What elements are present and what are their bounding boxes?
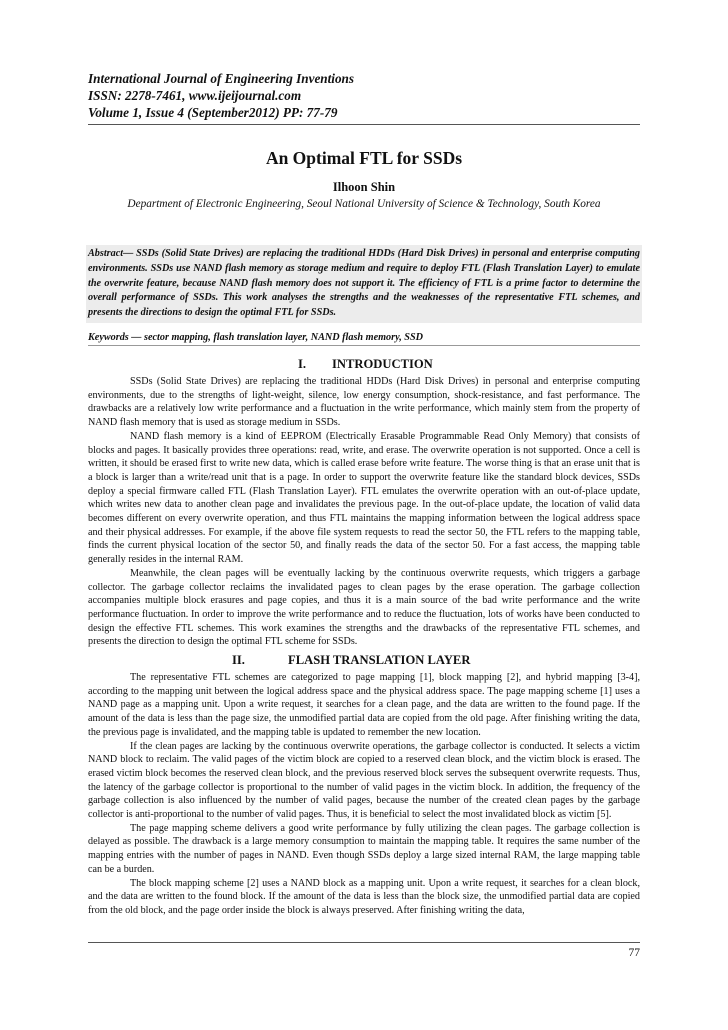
paper-title: An Optimal FTL for SSDs: [265, 148, 463, 168]
paragraph: The block mapping scheme [2] uses a NAND block as a mapping unit. Upon a write request, it searches for a clean block, and the data are written to the found block. If the amount of the data is less than the block size, the unmodified partial data are copied from the old block, and the page order inside the block is always preserved. After finishing writing the data,: [88, 877, 640, 916]
paragraph: If the clean pages are lacking by the continuous overwrite operations, the garbage collector is conducted. It selects a victim NAND block to reclaim. The valid pages of the victim block are copied to a reserved clean block, and the victim block is erased. The erased victim block becomes the reserved clean block, and the previous reserved block serves the subsequent overwrite requests. Thus, the latency of the garbage collector is proportional to the number of valid pages in the victim block. In addition, the frequency of the garbage collection is also influenced by the number of valid pages, because the number of the created clean pages by the garbage collector is anti-proportional to the number of valid pages. Thus, it is beneficial to select the most invalidated block as victim [5].: [88, 740, 640, 821]
author-affiliation: Department of Electronic Engineering, Seoul National University of Science & Technology, South Korea: [127, 198, 601, 210]
paragraph: NAND flash memory is a kind of EEPROM (Electrically Erasable Programmable Read Only Memory) that consists of blocks and pages. It basically provides three operations: read, write, and erase. The overwrite operation is not supported. Once a cell is written, it should be erased first to write new data, which is called erase before write feature. The worse thing is that an erase unit that is a block is larger than a write/read unit that is a page. In order to support the overwrite feature like the standard block devices, SSDs deploy a special firmware called FTL (Flash Translation Layer). FTL emulates the overwrite operation with an out-of-place update, which writes new data to another clean page and invalidates the previous page. In the out-of-place update, the location of valid data becomes different on every overwrite operation, and thus FTL maintains the mapping information between the logical address space and their physical addresses. For example, if the above file system requests to read the sector 50, the FTL refers to the mapping table, finds the current physical location of the sector 50, and finally reads the data of the sector 50. For a fast access, the mapping table generally resides in the internal RAM.: [88, 430, 640, 566]
section-body-ftl: [88, 671, 640, 918]
section-body-introduction: [88, 375, 640, 649]
section-number: I.: [298, 357, 307, 371]
journal-name: International Journal of Engineering Inventions: [88, 71, 355, 86]
section-title: INTRODUCTION: [332, 357, 433, 371]
paragraph: The page mapping scheme delivers a good write performance by fully utilizing the clean pages. The garbage collection is delayed as possible. The drawback is a large memory consumption to maintain the mapping table. It requires the same number of the mapping entries with the number of pages in NAND. Even though SSDs deploy a large sized internal RAM, the large mapping table can be a burden.: [88, 822, 640, 875]
section-title: FLASH TRANSLATION LAYER: [288, 653, 471, 667]
footer-rule: [88, 942, 640, 943]
paper-author: Ilhoon Shin: [332, 180, 396, 194]
paragraph: The representative FTL schemes are categorized to page mapping [1], block mapping [2], and hybrid mapping [3-4], according to the mapping unit between the logical address space and the physical address space. The page mapping scheme [1] uses a NAND page as a mapping unit. Upon a write request, it searches for a clean page, and the data are written to the found page. If the amount of the data is less than the page size, the unmodified partial data are copied from the old page. After finishing writing the data, the previous page is invalidated, and the mapping table is updated to remember the new location.: [88, 672, 640, 738]
paragraph: Meanwhile, the clean pages will be eventually lacking by the continuous overwrite requests, which triggers a garbage collector. The garbage collector reclaims the invalidated pages to clean pages by the erase operation. The garbage collection accompanies multiple block erasures and page copies, and thus it is a main source of the bad write performance and the write performance fluctuation. In order to improve the write performance and to reduce the fluctuation, lots of works have been conducted to design the effective FTL schemes. This work examines the strengths and the drawbacks of the representative FTL schemes, and presents the direction to design the optimal FTL scheme for SSDs.: [88, 567, 640, 648]
journal-issn: ISSN: 2278-7461, www.ijeijournal.com: [88, 88, 302, 103]
section-number: II.: [232, 653, 245, 667]
keywords-text: Keywords — sector mapping, flash translation layer, NAND flash memory, SSD: [88, 332, 423, 343]
journal-header: [88, 70, 648, 121]
header-rule: [88, 124, 640, 125]
journal-volume: Volume 1, Issue 4 (September2012) PP: 77-79: [88, 105, 338, 120]
abstract-text: Abstract— SSDs (Solid State Drives) are replacing the traditional HDDs (Hard Disk Drives) in personal and enterprise computing environments. SSDs use NAND flash memory as storage medium and require to deploy FTL (Flash Translation Layer) to emulate the overwrite feature, because NAND flash memory does not support it. The efficiency of FTL is a prime factor to determine the overall performance of SSDs. This work analyses the strengths and the weaknesses of the representative FTL schemes, and presents the directions to design the optimal FTL for SSDs.: [88, 248, 640, 319]
keywords-rule: [88, 345, 640, 346]
page-number: 77: [628, 947, 640, 959]
paragraph: SSDs (Solid State Drives) are replacing the traditional HDDs (Hard Disk Drives) in personal and enterprise computing environments, due to the strengths of light-weight, silence, low energy consumption, shock-resistance, and fast performance. The drawbacks are a relatively low write performance and a fluctuation in the write performance, which mainly stem from the property of NAND flash memory that is used as storage medium in SSDs.: [88, 376, 640, 429]
